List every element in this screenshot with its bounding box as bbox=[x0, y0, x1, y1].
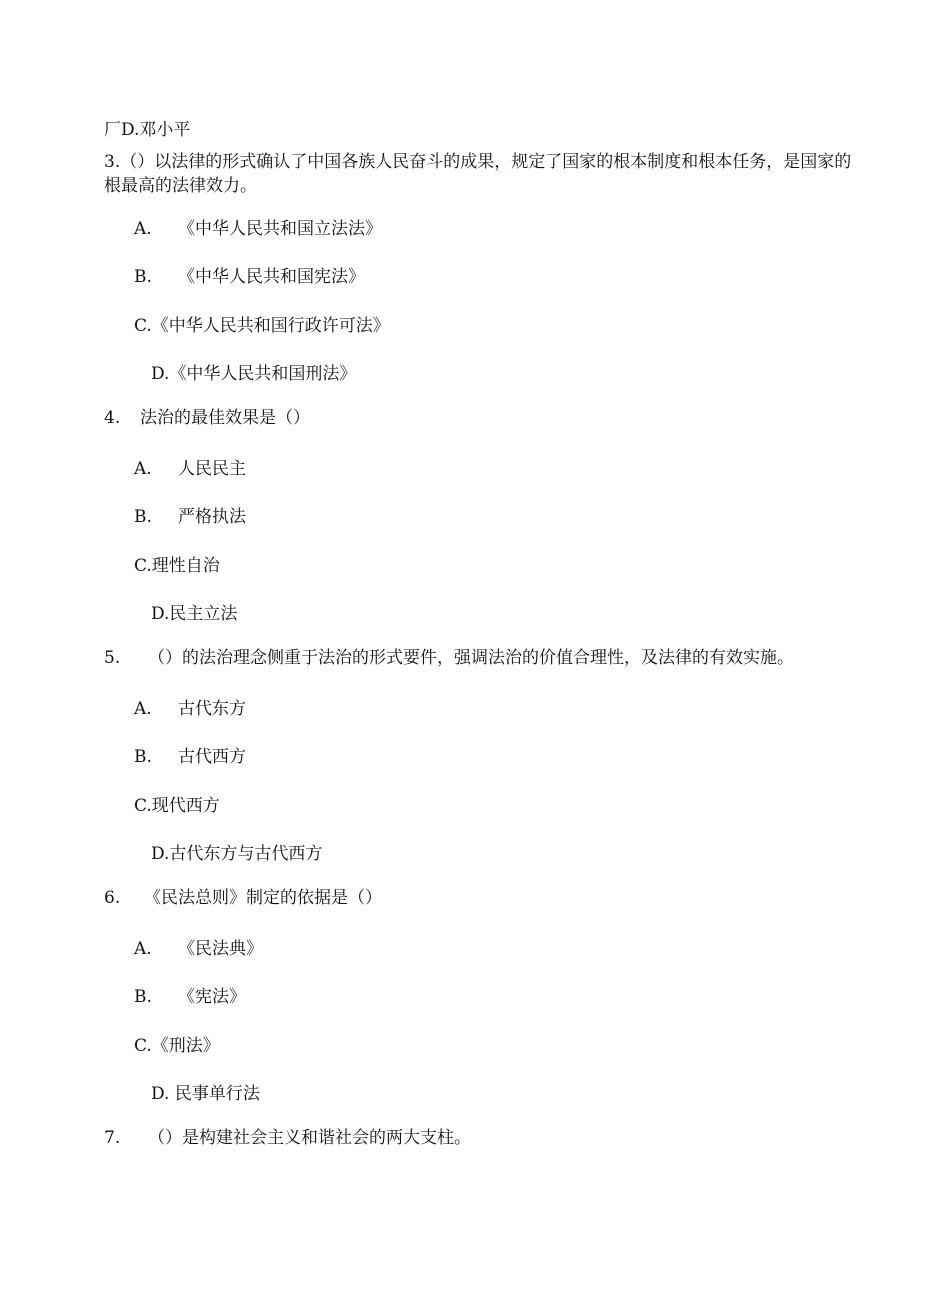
question-6-option-c: C.《刑法》 bbox=[134, 1036, 220, 1056]
question-5-option-c: C.现代西方 bbox=[134, 796, 220, 816]
option-label: A. bbox=[134, 699, 152, 719]
question-number: 6. bbox=[104, 888, 121, 908]
question-6-stem bbox=[104, 886, 382, 910]
question-6-option-d: D. 民事单行法 bbox=[151, 1084, 260, 1104]
question-4-option-a bbox=[134, 457, 246, 481]
option-text: 人民民主 bbox=[178, 459, 246, 479]
question-text: 《民法总则》制定的依据是（） bbox=[144, 888, 382, 908]
question-4-option-b bbox=[134, 505, 246, 529]
question-4-option-d: D.民主立法 bbox=[151, 604, 238, 624]
question-4-stem bbox=[104, 406, 310, 430]
question-2-option-d-fragment: 厂D.邓小平 bbox=[104, 120, 191, 140]
question-number: 7. bbox=[104, 1128, 121, 1148]
option-text: 古代东方 bbox=[178, 699, 246, 719]
option-text: 《民法典》 bbox=[178, 939, 263, 959]
question-text: （）是构建社会主义和谐社会的两大支柱。 bbox=[148, 1128, 471, 1148]
question-5-stem bbox=[104, 646, 794, 670]
option-label: B. bbox=[134, 747, 152, 767]
question-5-option-a bbox=[134, 697, 246, 721]
option-text: 严格执法 bbox=[178, 507, 246, 527]
option-text: 《中华人民共和国立法法》 bbox=[178, 219, 382, 239]
question-5-option-b bbox=[134, 745, 246, 769]
question-6-option-b bbox=[134, 985, 246, 1009]
option-text: 古代西方 bbox=[178, 747, 246, 767]
option-text: 《宪法》 bbox=[178, 987, 246, 1007]
question-number: 5. bbox=[104, 648, 121, 668]
option-text: 《中华人民共和国宪法》 bbox=[178, 267, 365, 287]
question-6-option-a bbox=[134, 937, 263, 961]
question-3-option-b bbox=[134, 265, 365, 289]
question-4-option-c: C.理性自治 bbox=[134, 556, 220, 576]
option-label: B. bbox=[134, 987, 152, 1007]
option-label: A. bbox=[134, 219, 152, 239]
question-number: 4. bbox=[104, 408, 121, 428]
question-7-stem bbox=[104, 1126, 471, 1150]
question-text: 法治的最佳效果是（） bbox=[140, 408, 310, 428]
question-3-option-d: D.《中华人民共和国刑法》 bbox=[151, 364, 357, 384]
option-label: B. bbox=[134, 507, 152, 527]
question-5-option-d: D.古代东方与古代西方 bbox=[151, 844, 323, 864]
question-3-option-c: C.《中华人民共和国行政许可法》 bbox=[134, 316, 390, 336]
option-label: B. bbox=[134, 267, 152, 287]
question-3-stem-line-1: 3.（）以法律的形式确认了中国各族人民奋斗的成果，规定了国家的根本制度和根本任务，是国家的 bbox=[104, 152, 852, 172]
option-label: A. bbox=[134, 459, 152, 479]
question-text: （）的法治理念侧重于法治的形式要件，强调法治的价值合理性，及法律的有效实施。 bbox=[148, 648, 794, 668]
question-3-option-a bbox=[134, 217, 382, 241]
option-label: A. bbox=[134, 939, 152, 959]
question-3-stem-line-2: 根最高的法律效力。 bbox=[104, 176, 257, 196]
